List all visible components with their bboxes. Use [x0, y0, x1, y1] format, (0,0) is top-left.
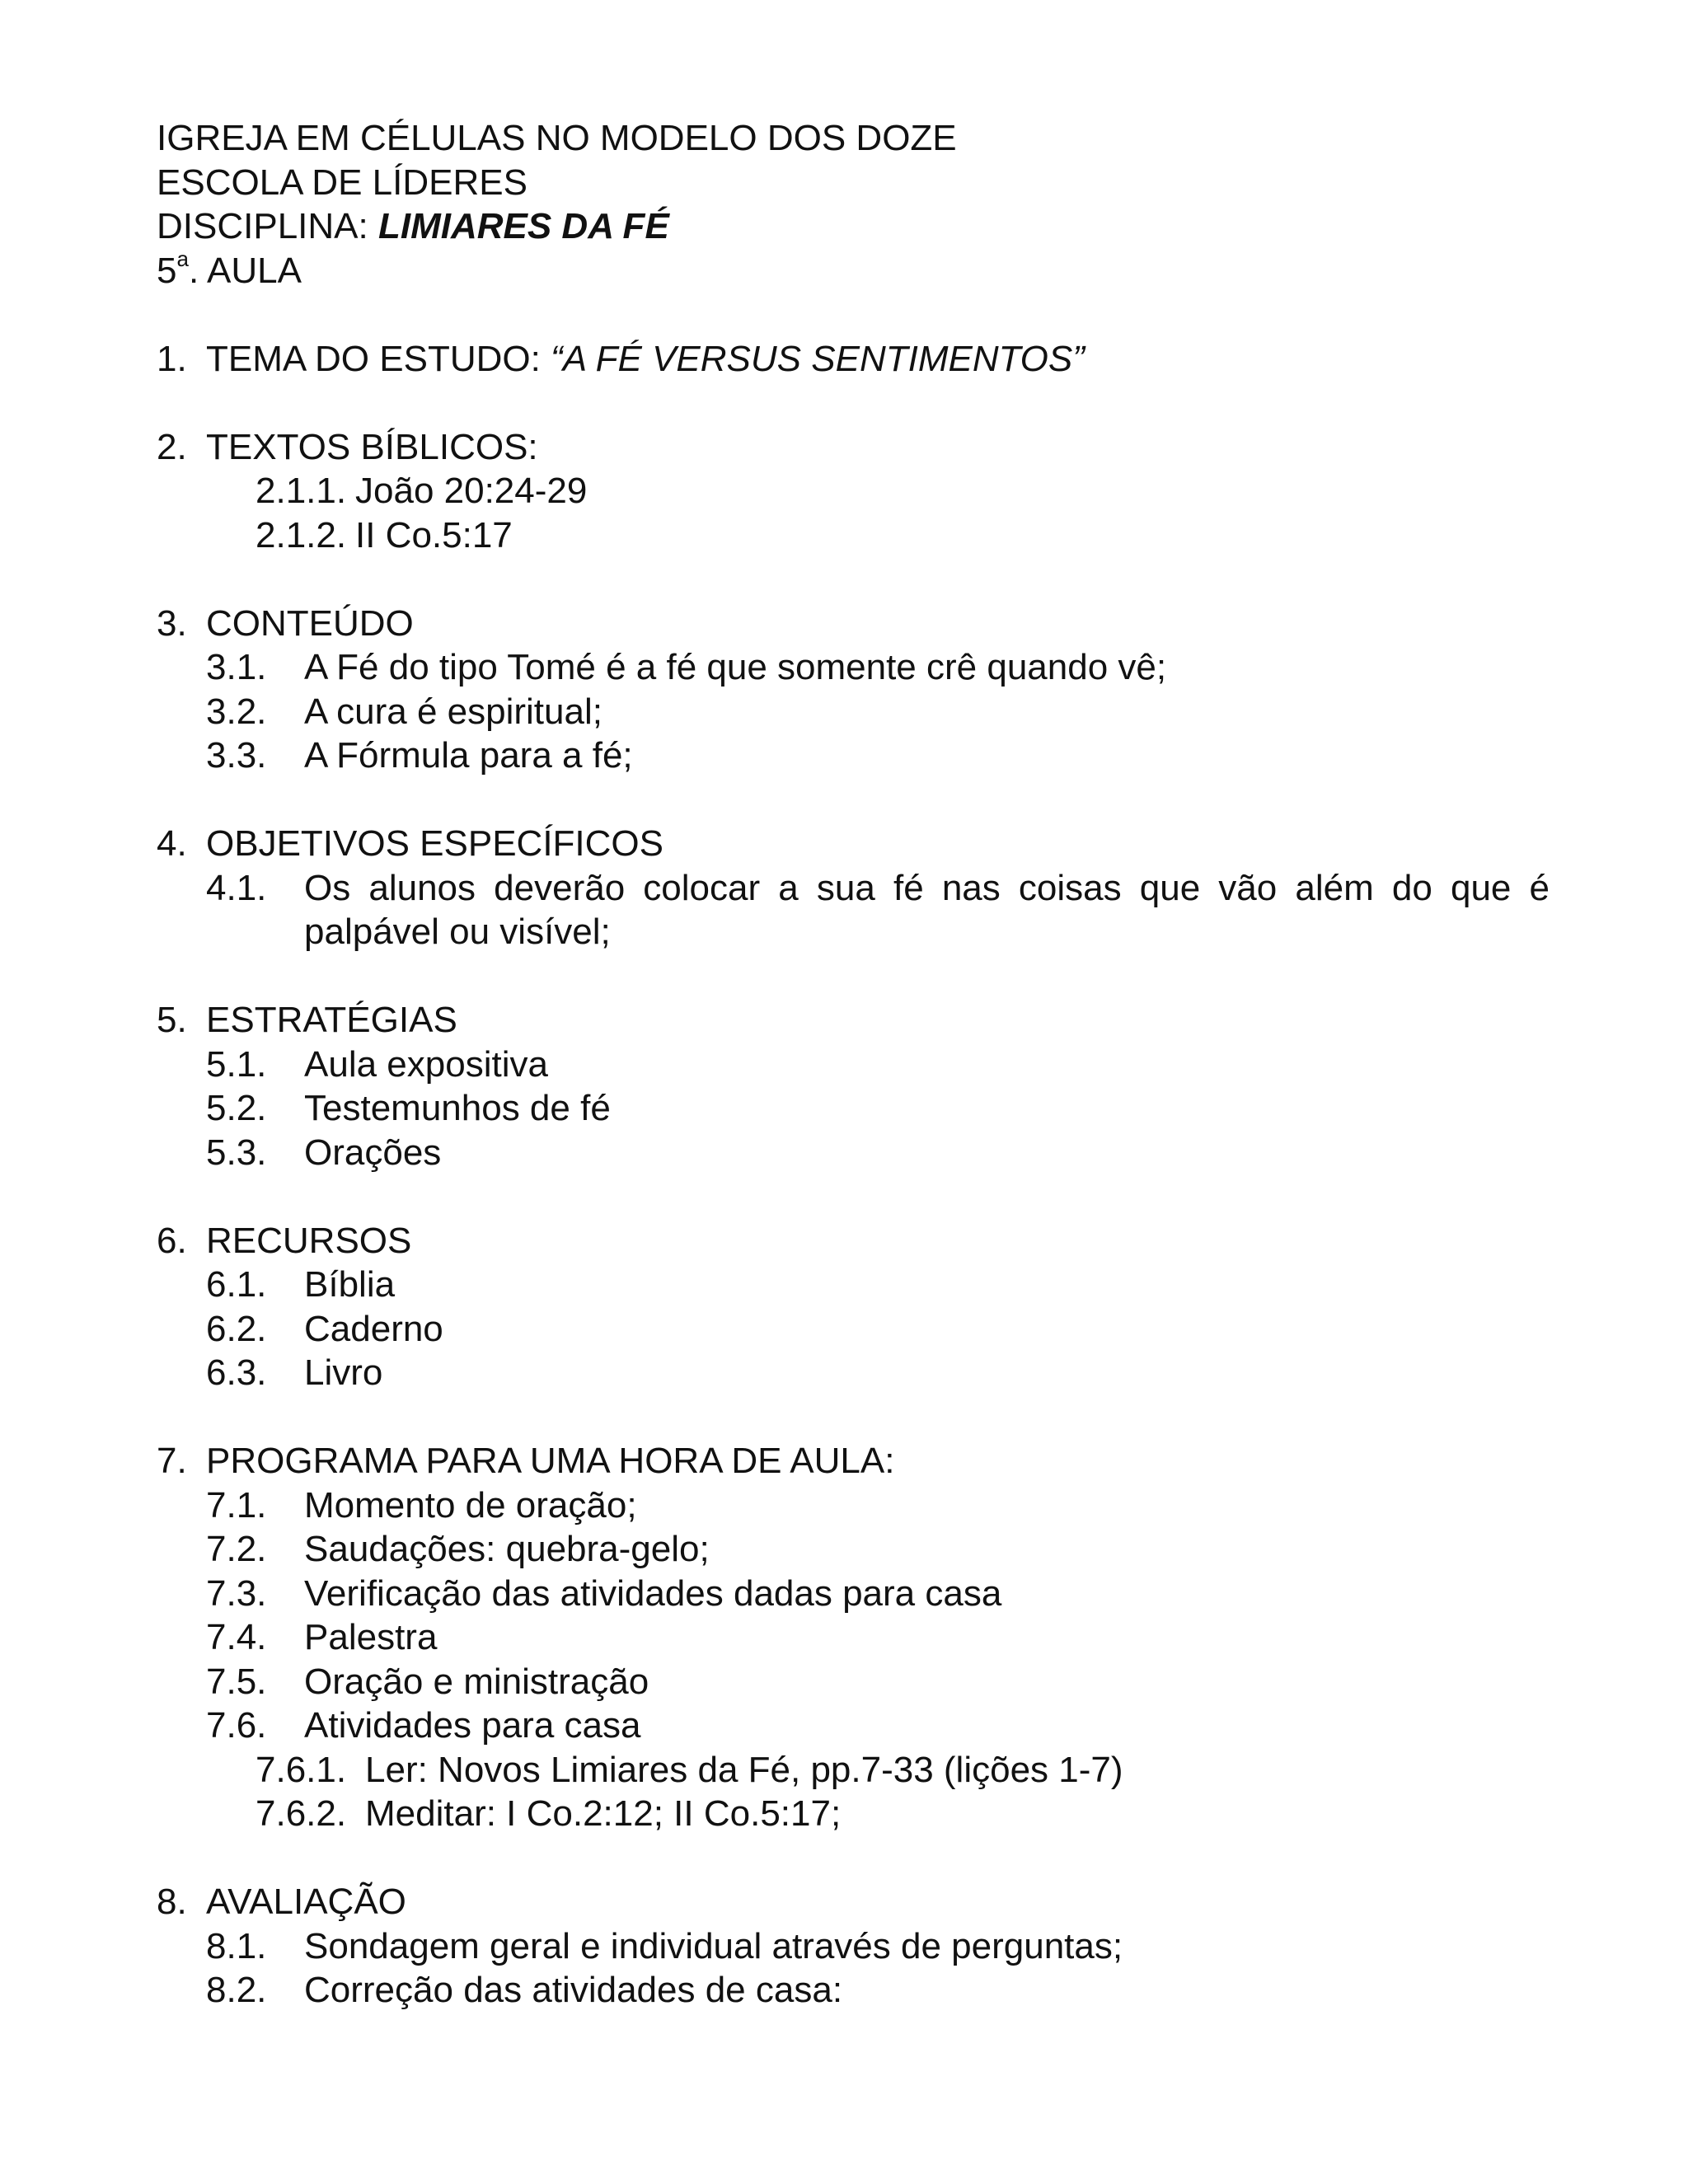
lesson-ordinal: a [176, 246, 189, 271]
item-number: 7.3. [206, 1572, 267, 1614]
item-text: Aula expositiva [304, 1043, 548, 1085]
discipline-name: LIMIARES DA FÉ [377, 206, 669, 246]
section-label: PROGRAMA PARA UMA HORA DE AULA: [206, 1441, 895, 1481]
item-number: 5.2. [206, 1088, 267, 1128]
list-item [157, 1527, 1550, 1572]
list-item [157, 1968, 1550, 2013]
item-text: Atividades para casa [304, 1705, 641, 1746]
item-number: 3.1. [206, 647, 267, 687]
item-text: Verificação das atividades dadas para casa [304, 1572, 1002, 1614]
item-number: 3.2. [206, 691, 267, 732]
section-1-heading [157, 337, 1550, 382]
lesson-label: . AULA [188, 250, 302, 291]
item-text: Orações [304, 1132, 442, 1173]
list-item [157, 866, 1550, 954]
item-text: Correção das atividades de casa: [304, 1970, 843, 2010]
section-number: 7. [157, 1441, 187, 1481]
discipline-line [157, 204, 1550, 249]
item-number: 8.2. [206, 1970, 267, 2010]
list-item [157, 469, 1550, 513]
list-item [157, 1043, 1550, 1087]
section-number: 3. [157, 602, 187, 644]
list-item [157, 1572, 1550, 1616]
church-title: IGREJA EM CÉLULAS NO MODELO DOS DOZE [157, 118, 957, 158]
item-number: 2.1.2. [256, 514, 347, 555]
item-text: Sondagem geral e individual através de perguntas; [304, 1925, 1123, 1966]
item-text: A cura é espiritual; [304, 691, 603, 732]
item-number: 7.2. [206, 1529, 267, 1569]
item-number: 4.1. [206, 867, 267, 908]
item-text: Oração e ministração [304, 1661, 649, 1702]
section-number: 5. [157, 1000, 187, 1040]
item-number: 7.6.2. [256, 1793, 347, 1834]
item-text: Os alunos deverão colocar a sua fé nas coisas que vão além do que é palpável ou visível; [304, 867, 1550, 952]
item-text: Momento de oração; [304, 1484, 637, 1526]
discipline-label: DISCIPLINA: [157, 206, 378, 246]
item-text: Saudações: quebra-gelo; [304, 1529, 710, 1569]
item-number: 7.4. [206, 1617, 267, 1657]
item-number: 7.1. [206, 1484, 267, 1526]
item-text: Meditar: I Co.2:12; II Co.5:17; [365, 1793, 842, 1834]
item-text: A Fórmula para a fé; [304, 735, 633, 776]
list-item [157, 1615, 1550, 1660]
list-item [157, 645, 1550, 690]
study-theme: “A FÉ VERSUS SENTIMENTOS” [551, 338, 1085, 379]
item-number: 7.5. [206, 1661, 267, 1702]
item-text: Palestra [304, 1617, 438, 1657]
item-number: 5.1. [206, 1043, 267, 1085]
item-number: 6.3. [206, 1352, 267, 1393]
section-number: 6. [157, 1220, 187, 1261]
item-text: Ler: Novos Limiares da Fé, pp.7-33 (lições 1-7) [365, 1749, 1123, 1790]
item-text: A Fé do tipo Tomé é a fé que somente crê quando vê; [304, 647, 1167, 687]
section-number: 8. [157, 1882, 187, 1922]
item-text: João 20:24-29 [355, 471, 588, 511]
item-text: Bíblia [304, 1264, 396, 1305]
list-item [157, 513, 1550, 558]
list-item [157, 1483, 1550, 1528]
list-item [157, 1704, 1550, 1748]
list-item [157, 1307, 1550, 1352]
section-5-heading [157, 998, 1550, 1043]
section-3-heading [157, 602, 1550, 646]
school-title: ESCOLA DE LÍDERES [157, 162, 528, 203]
section-label: TEMA DO ESTUDO: [206, 338, 551, 379]
list-item [157, 733, 1550, 778]
section-label: AVALIAÇÃO [206, 1882, 406, 1922]
section-6-heading [157, 1219, 1550, 1263]
lesson-number: 5 [157, 250, 177, 291]
list-item [157, 690, 1550, 734]
list-item [157, 1924, 1550, 1969]
section-number: 1. [157, 338, 187, 379]
item-number: 6.1. [206, 1264, 267, 1305]
item-number: 3.3. [206, 735, 267, 776]
item-number: 5.3. [206, 1132, 267, 1173]
section-7-heading [157, 1439, 1550, 1483]
section-number: 2. [157, 426, 187, 467]
list-item [157, 1351, 1550, 1395]
section-2-heading [157, 425, 1550, 470]
section-8-heading [157, 1880, 1550, 1924]
section-label: OBJETIVOS ESPECÍFICOS [206, 823, 664, 864]
section-number: 4. [157, 823, 187, 864]
item-number: 7.6. [206, 1705, 267, 1746]
item-number: 2.1.1. [256, 471, 347, 511]
item-number: 8.1. [206, 1925, 267, 1966]
section-label: TEXTOS BÍBLICOS: [206, 426, 538, 467]
list-item [157, 1131, 1550, 1175]
section-label: RECURSOS [206, 1220, 412, 1261]
section-4-heading [157, 822, 1550, 866]
section-label: ESTRATÉGIAS [206, 1000, 457, 1040]
list-item [157, 1263, 1550, 1307]
lesson-line [157, 246, 1550, 293]
list-item [157, 1792, 1550, 1836]
item-text: II Co.5:17 [355, 514, 513, 555]
item-text: Caderno [304, 1308, 443, 1349]
document-page [157, 116, 1550, 2013]
item-number: 7.6.1. [256, 1749, 347, 1790]
list-item [157, 1086, 1550, 1131]
list-item [157, 1748, 1550, 1793]
list-item [157, 1660, 1550, 1704]
item-text: Testemunhos de fé [304, 1088, 611, 1128]
item-number: 6.2. [206, 1308, 267, 1349]
item-text: Livro [304, 1352, 383, 1393]
section-label: CONTEÚDO [206, 602, 414, 644]
